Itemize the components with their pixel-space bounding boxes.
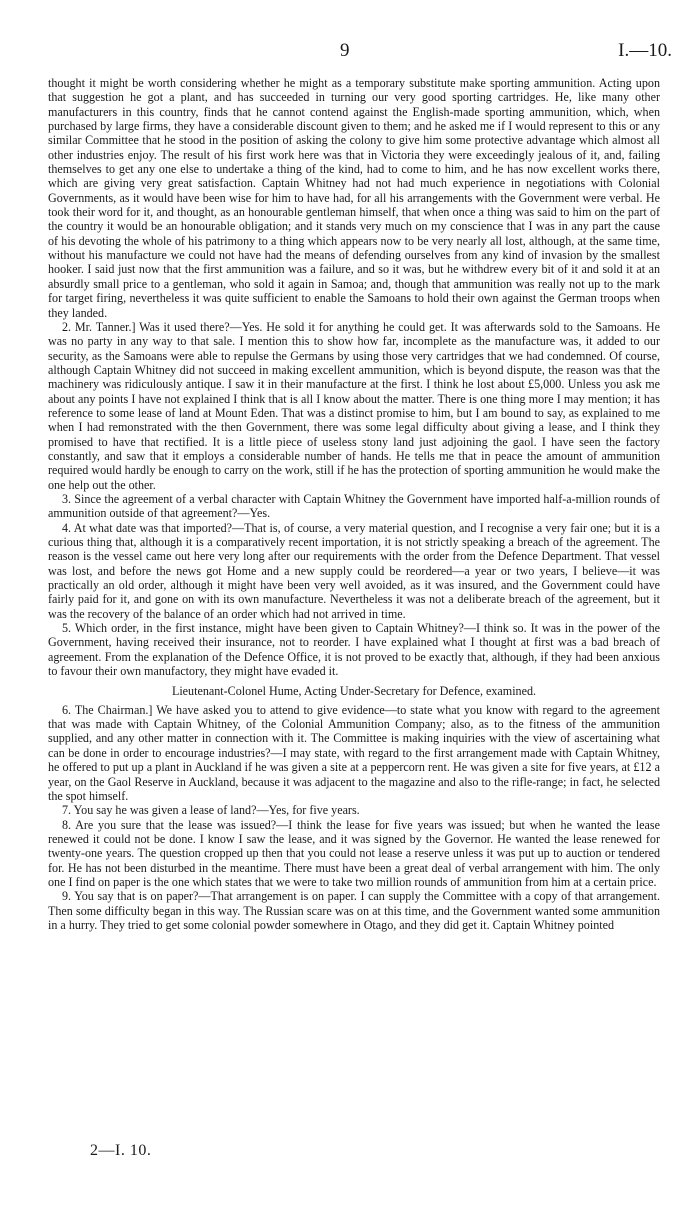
- paper-reference: I.—10.: [618, 40, 672, 61]
- question-2: 2. Mr. Tanner.] Was it used there?—Yes. He sold it for anything he could get. It was afterwards sold to the Samoans. He was no party in any way to that sale. I mention this to show how far, incomplete as the manufacture was, it added to our security, as the Samoans were able to repulse the Germans by using those very cartridges that we had condemned. Of course, although Captain Whitney did not succeed in making excellent ammunition, which is beyond dispute, the reason was that the machinery was ridiculously antique. I saw it in their manufacture at the first. I think he lost about £5,000. Unless you ask me about any points I have not explained I think that is all I know about the matter. There is one thing more I may mention; it has reference to some lease of land at Mount Eden. That was a distinct promise to him, but I am bound to say, as explained to me when I had remonstrated with the then Government, there was some legal difficulty about giving a lease, and I think they promised to have that rectified. It is a little piece of useless stony land just adjoining the gaol. I have seen the factory constantly, and saw that it employs a considerable number of hands. He tells me that in peace the amount of ammunition required would hardly be enough to carry on the work, still if he has the protection of sporting ammunition he would make the one help out the other.: [48, 319, 660, 492]
- page-number: 9: [340, 40, 350, 61]
- question-6: 6. The Chairman.] We have asked you to attend to give evidence—to state what you know with regard to the agreement that was made with Captain Whitney, of the Colonial Ammunition Company; also, as to the fitness of the ammunition supplied, and any other matter in connection with it. The Committee is making inquiries with the view of ascertaining what can be done in order to encourage industries?—I may state, with regard to the first arrangement made with Captain Whitney, he offered to put up a plant in Auckland if he was given a site at a peppercorn rent. He was given a site for five years, at £12 a year, on the Gaol Reserve in Auckland, because it was adjacent to the magazine and also to the rifle-range; in fact, he selected the spot himself.: [48, 702, 660, 803]
- question-8: 8. Are you sure that the lease was issued?—I think the lease for five years was issued; but when he wanted the lease renewed it could not be done. I know I saw the lease, and it was signed by the Governor. He wanted the lease renewed for twenty-one years. The question cropped up then that you could not lease a reserve unless it was put up to auction or tendered for. He has not been disturbed in the meantime. There must have been a great deal of verbal arrangement with him. The only one I find on paper is the one which states that we were to take two million rounds of ammunition from him at a certain price.: [48, 817, 660, 889]
- witness-heading: Lieutenant-Colonel Hume, Acting Under-Secretary for Defence, examined.: [171, 684, 537, 699]
- question-3: 3. Since the agreement of a verbal character with Captain Whitney the Government have imported half-a-million rounds of ammunition outside of that agreement?—Yes.: [48, 491, 660, 521]
- page-header: [0, 40, 700, 66]
- question-9: 9. You say that is on paper?—That arrangement is on paper. I can supply the Committee with a copy of that arrangement. Then some difficulty began in this way. The Russian scare was on at this time, and the Government wanted some ammunition in a hurry. They tried to get some colonial powder somewhere in Otago, and they did get it. Captain Whitney pointed: [48, 889, 660, 932]
- evidence-body: [48, 76, 660, 932]
- question-7: 7. You say he was given a lease of land?—Yes, for five years.: [62, 803, 360, 818]
- question-5: 5. Which order, in the first instance, might have been given to Captain Whitney?—I think so. It was in the power of the Government, having received their insurance, not to reorder. I have explained what I thought at first was a bad breach of agreement. From the explanation of the Defence Office, it is not proved to be exactly that, although, if they had been anxious to favour their own manufactory, they might have evaded it.: [48, 621, 660, 679]
- paragraph-continuation: thought it might be worth considering whether he might as a temporary substitute make sporting ammunition. Acting upon that suggestion he got a plant, and has succeeded in turning our very good sporting cartridges. He, like many other manufacturers in this country, finds that he cannot contend against the English-made sporting ammunition, which, when purchased by large firms, they have a considerable discount given to them; and he asked me if I would represent to this or any similar Committee that he stood in the position of asking the colony to give him some protective advantage which almost all other industries enjoy. The result of his first work here was that in Victoria they were exceedingly jealous of it, and, failing themselves to get any one else to undertake a thing of the kind, had to come to him, and he has now excellent works there, which are giving very great satisfaction. Captain Whitney had not had much experience in negotiations with Colonial Governments, as it would have been wise for him to have had, for all his arrangements with the Government were verbal. He took their word for it, and thought, as an honourable gentleman himself, that when once a thing was said to him on the part of the country it would be an honourable obligation; and it stands very much on my conscience that I was in any part the cause of his devoting the whole of his patrimony to a thing which appears now to be very nearly all lost, although, at the same time, without his manufacture we could not have had the means of defending ourselves from any kind of invasion by the smallest hooker. I said just now that the first ammunition was a failure, and so it was, but he withdrew every bit of it and sold it at an absurdly small price to a gentleman, who sold it again in Samoa; and, though that ammunition was really not up to the mark for target firing, nevertheless it was quite sufficient to enable the Samoans to hold their own against the German troops when they landed.: [48, 76, 660, 320]
- signature-mark: 2—I. 10.: [90, 1142, 152, 1159]
- question-4: 4. At what date was that imported?—That is, of course, a very material question, and I recognise a very fair one; but it is a curious thing that, although it is a comparatively recent importation, it is not strictly speaking a breach of the agreement. The reason is the vessel came out here very long after our requirements with the order from the Defence Department. That vessel was lost, and before the news got Home and a new supply could be reordered—a year or two years, I believe—it was practically an old order, although it might have been very well avoided, as it was insured, and the Government could have fairly paid for it, and gone on with its own manufacture. Nevertheless it was not a deliberate breach of the agreement, but it was the recovery of the balance of an order which had not arrived in time.: [48, 520, 660, 621]
